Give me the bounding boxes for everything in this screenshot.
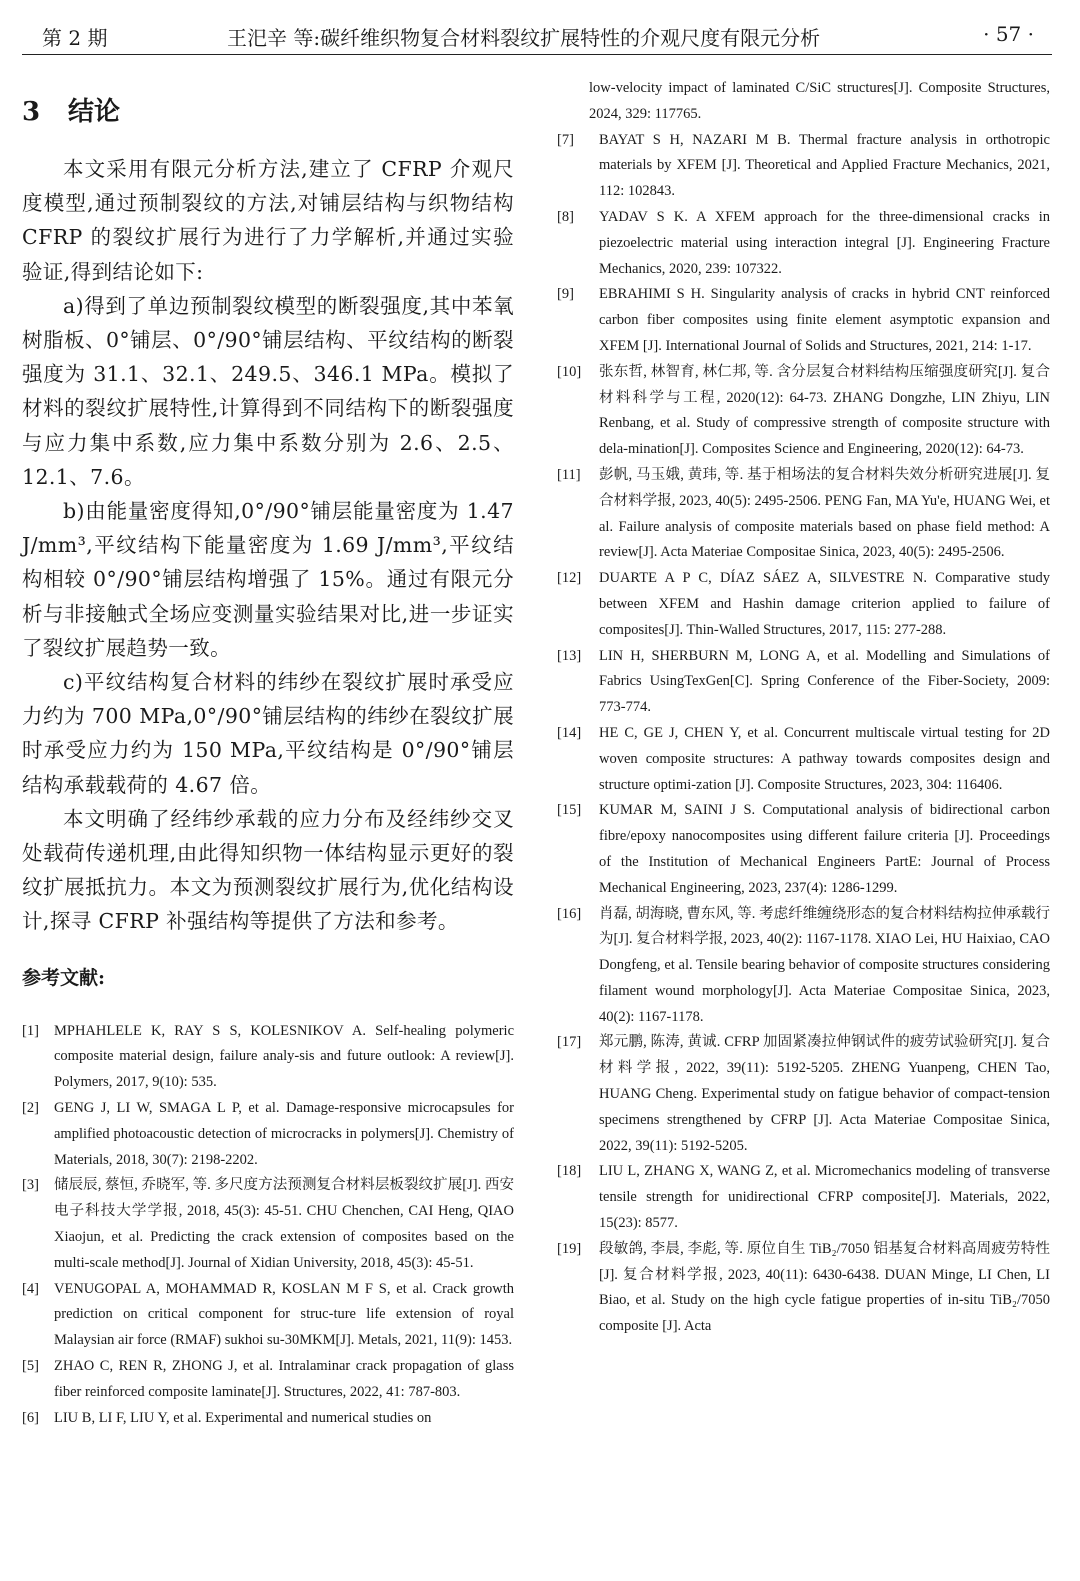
reference-number: [10]	[557, 363, 582, 380]
reference-text: 张东哲, 林智育, 林仁邦, 等. 含分层复合材料结构压缩强度研究[J]. 复合材料科学与工程, 2020(12): 64-73. ZHANG Dongzhe, LIN Zhiyu, LIN Renbang, et al. Study of compressive strength of composite structure with dela-mination[J]. Composites Science and Engineering, 2020(12): 64-73.	[599, 363, 1050, 458]
reference-item	[557, 902, 1050, 1031]
reference-text: LIN H, SHERBURN M, LONG A, et al. Modelling and Simulations of Fabrics UsingTexGen[C]. Spring Conference of the Fiber-Society, 2009: 773-774.	[599, 647, 1050, 716]
reference-text: MPHAHLELE K, RAY S S, KOLESNIKOV A. Self-healing polymeric composite material design, failure analy-sis and future outlook: A review[J]. Polymers, 2017, 9(10): 535.	[54, 1022, 514, 1091]
reference-number: [8]	[557, 208, 574, 225]
reference-text: VENUGOPAL A, MOHAMMAD R, KOSLAN M F S, et al. Crack growth prediction on critical component for struc-ture life extension of royal Malaysian air force (RMAF) sukhoi su-30MKM[J]. Metals, 2021, 11(9): 1453.	[54, 1280, 514, 1349]
reference-text: YADAV S K. A XFEM approach for the three-dimensional cracks in piezoelectric material using interaction integral [J]. Engineering Fracture Mechanics, 2020, 239: 107322.	[599, 208, 1050, 277]
reference-item	[557, 463, 1050, 566]
reference-text: 储辰辰, 蔡恒, 乔晓军, 等. 多尺度方法预测复合材料层板裂纹扩展[J]. 西安电子科技大学学报, 2018, 45(3): 45-51. CHU Chenchen, CAI Heng, QIAO Xiaojun, et al. Predicting the crack extension of composites based on the multi-scale method[J]. Journal of Xidian University, 2018, 45(3): 45-51.	[54, 1177, 514, 1271]
running-header	[22, 10, 1052, 55]
reference-number: [19]	[557, 1240, 582, 1257]
reference-number: [3]	[22, 1177, 39, 1194]
section-heading	[22, 96, 514, 128]
issue-label: 第 2 期	[42, 26, 108, 50]
reference-item	[557, 721, 1050, 798]
body-paragraph: b)由能量密度得知,0°/90°铺层能量密度为 1.47 J/mm³,平纹结构下能量密度为 1.69 J/mm³,平纹结构相较 0°/90°铺层结构增强了 15%。通过有限元分析与非接触式全场应变测量实验结果对比,进一步证实了裂纹扩展趋势一致。	[22, 499, 514, 660]
body-paragraph: c)平纹结构复合材料的纬纱在裂纹扩展时承受应力约为 700 MPa,0°/90°铺层结构的纬纱在裂纹扩展时承受应力约为 150 MPa,平纹结构是 0°/90°铺层结构承载载荷的 4.67 倍。	[22, 670, 514, 797]
reference-text: 郑元鹏, 陈涛, 黄诚. CFRP 加固紧凑拉伸钢试件的疲劳试验研究[J]. 复合材料学报, 2022, 39(11): 5192-5205. ZHENG Yuanpeng, CHEN Tao, HUANG Cheng. Experimental study on fatigue behavior of compact-tension specimens strengthened by CFRP [J]. Acta Materiae Compositae Sinica, 2022, 39(11): 5192-5205.	[599, 1034, 1050, 1154]
reference-item	[557, 360, 1050, 463]
reference-item	[557, 798, 1050, 901]
reference-number: [5]	[22, 1358, 39, 1375]
reference-item	[557, 1030, 1050, 1159]
reference-number: [14]	[557, 724, 582, 741]
reference-text: 彭帆, 马玉娥, 黄玮, 等. 基于相场法的复合材料失效分析研究进展[J]. 复合材料学报, 2023, 40(5): 2495-2506. PENG Fan, MA Yu'e, HUANG Wei, et al. Failure analysis of composite materials based on phase field method: A review[J]. Acta Materiae Compositae Sinica, 2023, 40(5): 2495-2506.	[599, 466, 1050, 561]
reference-text: LIU B, LI F, LIU Y, et al. Experimental and numerical studies on	[54, 1409, 432, 1426]
reference-item	[557, 644, 1050, 721]
reference-number: [15]	[557, 802, 582, 819]
reference-text: BAYAT S H, NAZARI M B. Thermal fracture analysis in orthotropic materials by XFEM [J]. Theoretical and Applied Fracture Mechanics, 2021, 112: 102843.	[599, 131, 1050, 200]
reference-item	[557, 282, 1050, 359]
reference-text: 肖磊, 胡海晓, 曹东风, 等. 考虑纤维缠绕形态的复合材料结构拉伸承载行为[J]. 复合材料学报, 2023, 40(2): 1167-1178. XIAO Lei, HU Haixiao, CAO Dongfeng, et al. Tensile bearing behavior of composite structures considering filament wound morphology[J]. Acta Materiae Compositae Sinica, 2023, 40(2): 1167-1178.	[599, 905, 1050, 1025]
reference-item	[22, 1019, 514, 1096]
reference-number: [2]	[22, 1100, 39, 1117]
running-title: 王汜辛 等:碳纤维织物复合材料裂纹扩展特性的介观尺度有限元分析	[227, 26, 821, 50]
reference-number: [4]	[22, 1280, 39, 1297]
reference-number: [6]	[22, 1409, 39, 1426]
reference-continuation: low-velocity impact of laminated C/SiC structures[J]. Composite Structures, 2024, 329: 117765.	[589, 80, 1050, 122]
page-number: · 57 ·	[983, 22, 1034, 46]
reference-number: [18]	[557, 1163, 582, 1180]
reference-number: [9]	[557, 286, 574, 303]
section-title: 结论	[68, 97, 121, 127]
reference-item	[22, 1173, 514, 1276]
reference-number: [11]	[557, 466, 581, 483]
left-column	[22, 88, 514, 1431]
reference-text: LIU L, ZHANG X, WANG Z, et al. Micromechanics modeling of transverse tensile strength for unidirectional CFRP composite[J]. Materials, 2022, 15(23): 8577.	[599, 1163, 1050, 1232]
reference-text: EBRAHIMI S H. Singularity analysis of cracks in hybrid CNT reinforced carbon fiber composites using finite element asymptotic expansion and XFEM [J]. International Journal of Solids and Structures, 2021, 214: 1-17.	[599, 286, 1050, 354]
reference-number: [17]	[557, 1034, 582, 1051]
reference-text: DUARTE A P C, DÍAZ SÁEZ A, SILVESTRE N. Comparative study between XFEM and Hashin damage criterion applied to failure of composites[J]. Thin-Walled Structures, 2017, 115: 277-288.	[599, 570, 1050, 638]
reference-item	[557, 205, 1050, 282]
reference-text: HE C, GE J, CHEN Y, et al. Concurrent multiscale virtual testing for 2D woven composite structures: A pathway towards composites design and structure optimi-zation [J]. Composite Structures, 2023, 304: 116406.	[599, 724, 1050, 793]
reference-text: GENG J, LI W, SMAGA L P, et al. Damage-responsive microcapsules for amplified photoacoustic detection of microcracks in polymers[J]. Chemistry of Materials, 2018, 30(7): 2198-2202.	[54, 1100, 514, 1168]
reference-item	[22, 1096, 514, 1173]
reference-number: [7]	[557, 131, 574, 148]
reference-item	[22, 1406, 514, 1432]
reference-item	[557, 566, 1050, 643]
reference-number: [12]	[557, 570, 582, 587]
reference-number: [16]	[557, 905, 582, 922]
body-paragraph: a)得到了单边预制裂纹模型的断裂强度,其中苯氧树脂板、0°铺层、0°/90°铺层结构、平纹结构的断裂强度为 31.1、32.1、249.5、346.1 MPa。模拟了材料的裂纹扩展特性,计算得到不同结构下的断裂强度与应力集中系数,应力集中系数分别为 2.6、2.5、12.1、7.6。	[22, 293, 514, 489]
reference-item	[22, 1277, 514, 1354]
right-column	[557, 76, 1050, 1340]
reference-number: [13]	[557, 647, 582, 664]
reference-item	[557, 1237, 1050, 1340]
reference-item	[557, 128, 1050, 205]
body-paragraph: 本文明确了经纬纱承载的应力分布及经纬纱交叉处载荷传递机理,由此得知织物一体结构显示更好的裂纹扩展抵抗力。本文为预测裂纹扩展行为,优化结构设计,探寻 CFRP 补强结构等提供了方法和参考。	[22, 806, 514, 934]
reference-item	[22, 1354, 514, 1406]
reference-number: [1]	[22, 1022, 39, 1039]
reference-text: KUMAR M, SAINI J S. Computational analysis of bidirectional carbon fibre/epoxy nanocomposites using different failure criteria [J]. Proceedings of the Institution of Mechanical Engineers PartE: Journal of Process Mechanical Engineering, 2023, 237(4): 1286-1299.	[599, 802, 1050, 896]
section-number: 3	[22, 97, 41, 127]
references-heading: 参考文献:	[22, 966, 106, 989]
reference-item	[557, 1159, 1050, 1236]
reference-text: ZHAO C, REN R, ZHONG J, et al. Intralaminar crack propagation of glass fiber reinforced composite laminate[J]. Structures, 2022, 41: 787-803.	[54, 1358, 514, 1400]
reference-text: 段敏鸽, 李晨, 李彪, 等. 原位自生 TiB₂/7050 铝基复合材料高周疲劳特性[J]. 复合材料学报, 2023, 40(11): 6430-6438. DUAN Minge, LI Chen, LI Biao, et al. Study on the high cycle fatigue properties of in-situ TiB₂/7050 composite [J]. Acta	[599, 1240, 1050, 1335]
body-paragraph: 本文采用有限元分析方法,建立了 CFRP 介观尺度模型,通过预制裂纹的方法,对铺层结构与织物结构 CFRP 的裂纹扩展行为进行了力学解析,并通过实验验证,得到结论如下:	[22, 157, 514, 284]
